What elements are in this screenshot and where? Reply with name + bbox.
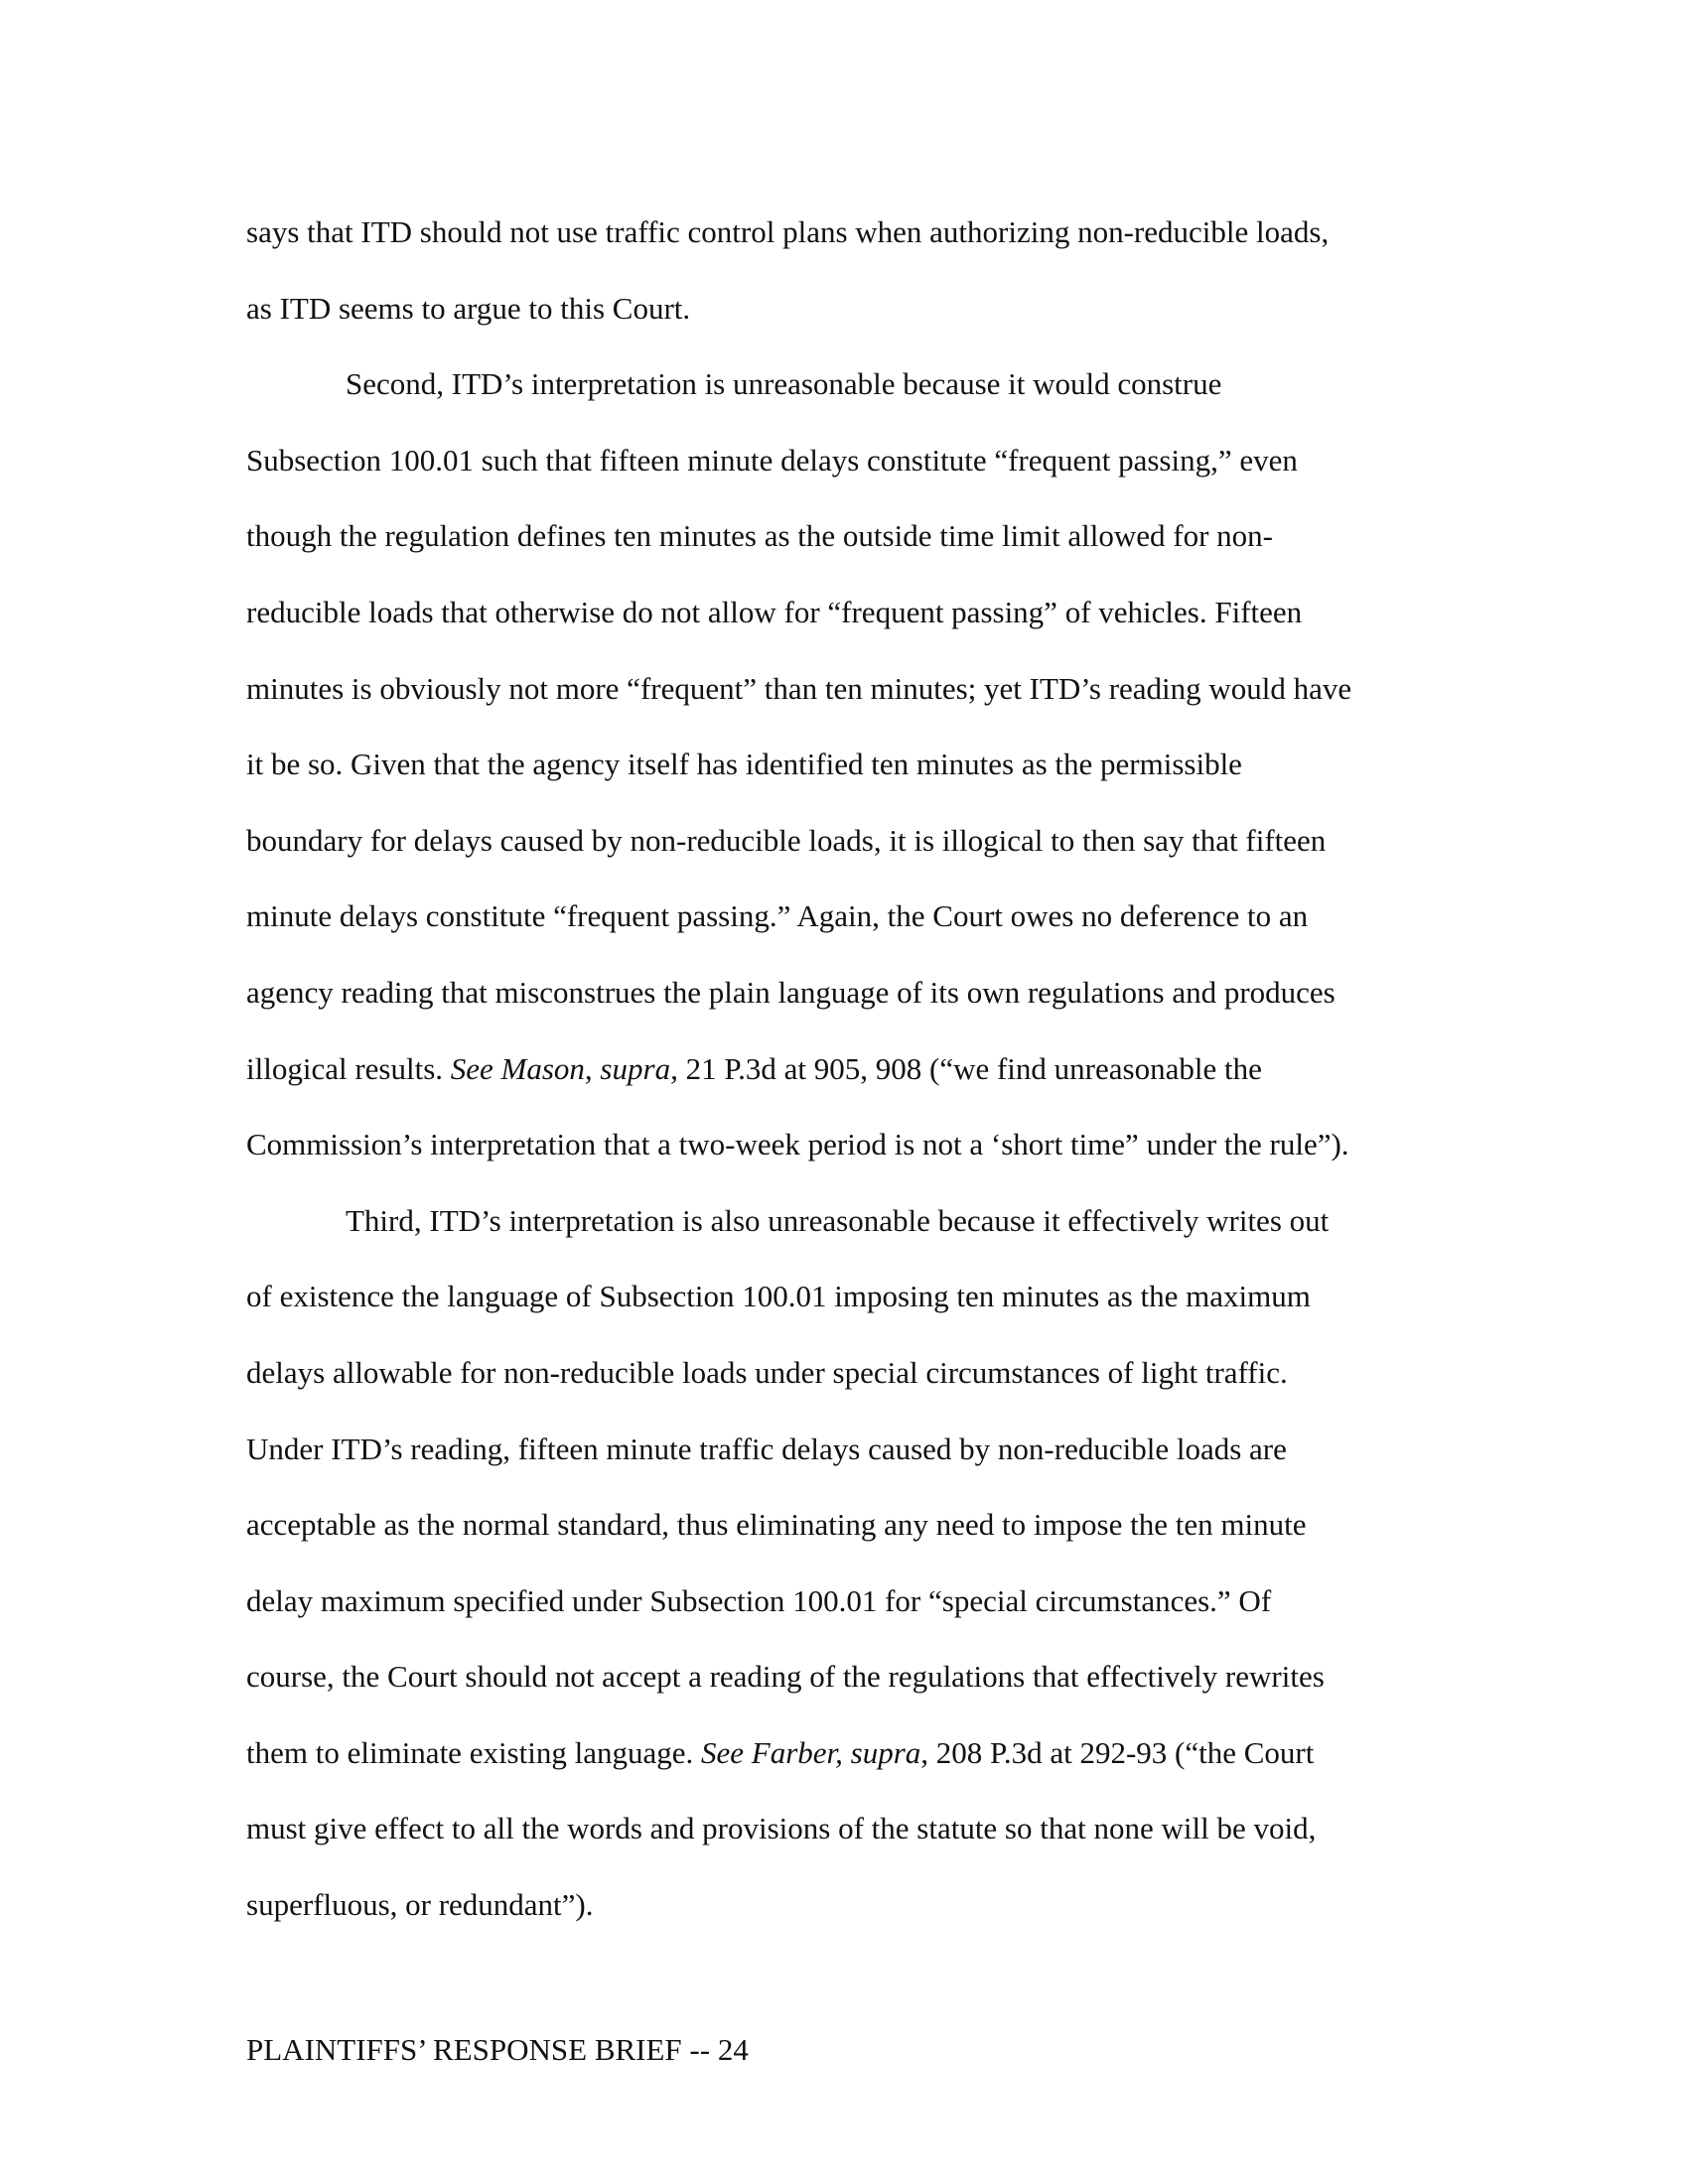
text-line: must give effect to all the words and provisions of the statute so that none will be void, xyxy=(246,1811,1317,1846)
text-line: superfluous, or redundant”). xyxy=(246,1887,594,1923)
text-line: minute delays constitute “frequent passing.” Again, the Court owes no deference to an xyxy=(246,898,1309,934)
text-line: though the regulation defines ten minutes as the outside time limit allowed for non- xyxy=(246,518,1273,554)
text-line: them to eliminate existing language. See Farber, supra, 208 P.3d at 292-93 (“the Court xyxy=(246,1734,1315,1770)
text-line: agency reading that misconstrues the plain language of its own regulations and produces xyxy=(246,974,1336,1010)
text-line: reducible loads that otherwise do not allow for “frequent passing” of vehicles. Fifteen xyxy=(246,594,1303,629)
text-line: illogical results. See Mason, supra, 21 P.3d at 905, 908 (“we find unreasonable the xyxy=(246,1050,1262,1086)
text-line: Subsection 100.01 such that fifteen minute delays constitute “frequent passing,” even xyxy=(246,442,1298,478)
text-line: it be so. Given that the agency itself has identified ten minutes as the permissible xyxy=(246,747,1242,782)
text-line: says that ITD should not use traffic control plans when authorizing non-reducible loads, xyxy=(246,214,1330,249)
text-line: of existence the language of Subsection 100.01 imposing ten minutes as the maximum xyxy=(246,1279,1311,1314)
text-line: as ITD seems to argue to this Court. xyxy=(246,290,691,326)
text-line: boundary for delays caused by non-reducible loads, it is illogical to then say that fifteen xyxy=(246,822,1327,858)
paragraph-start-line: Third, ITD’s interpretation is also unreasonable because it effectively writes out xyxy=(346,1202,1330,1238)
text-line: course, the Court should not accept a reading of the regulations that effectively rewrites xyxy=(246,1659,1325,1695)
case-citation: See Mason, supra, xyxy=(450,1050,678,1086)
text-line: acceptable as the normal standard, thus eliminating any need to impose the ten minute xyxy=(246,1507,1307,1543)
paragraph-start-line: Second, ITD’s interpretation is unreasonable because it would construe xyxy=(346,366,1222,402)
text-line: Under ITD’s reading, fifteen minute traffic delays caused by non-reducible loads are xyxy=(246,1431,1287,1466)
page-footer: PLAINTIFFS’ RESPONSE BRIEF -- 24 xyxy=(246,2032,749,2067)
body-text xyxy=(246,195,1438,1944)
text-line: delay maximum specified under Subsection 100.01 for “special circumstances.” Of xyxy=(246,1582,1272,1618)
text-line: minutes is obviously not more “frequent” than ten minutes; yet ITD’s reading would have xyxy=(246,670,1352,706)
text-line: Commission’s interpretation that a two-week period is not a ‘short time” under the rule”). xyxy=(246,1127,1349,1162)
text-line: delays allowable for non-reducible loads under special circumstances of light traffic. xyxy=(246,1354,1288,1390)
case-citation: See Farber, supra, xyxy=(701,1734,929,1770)
